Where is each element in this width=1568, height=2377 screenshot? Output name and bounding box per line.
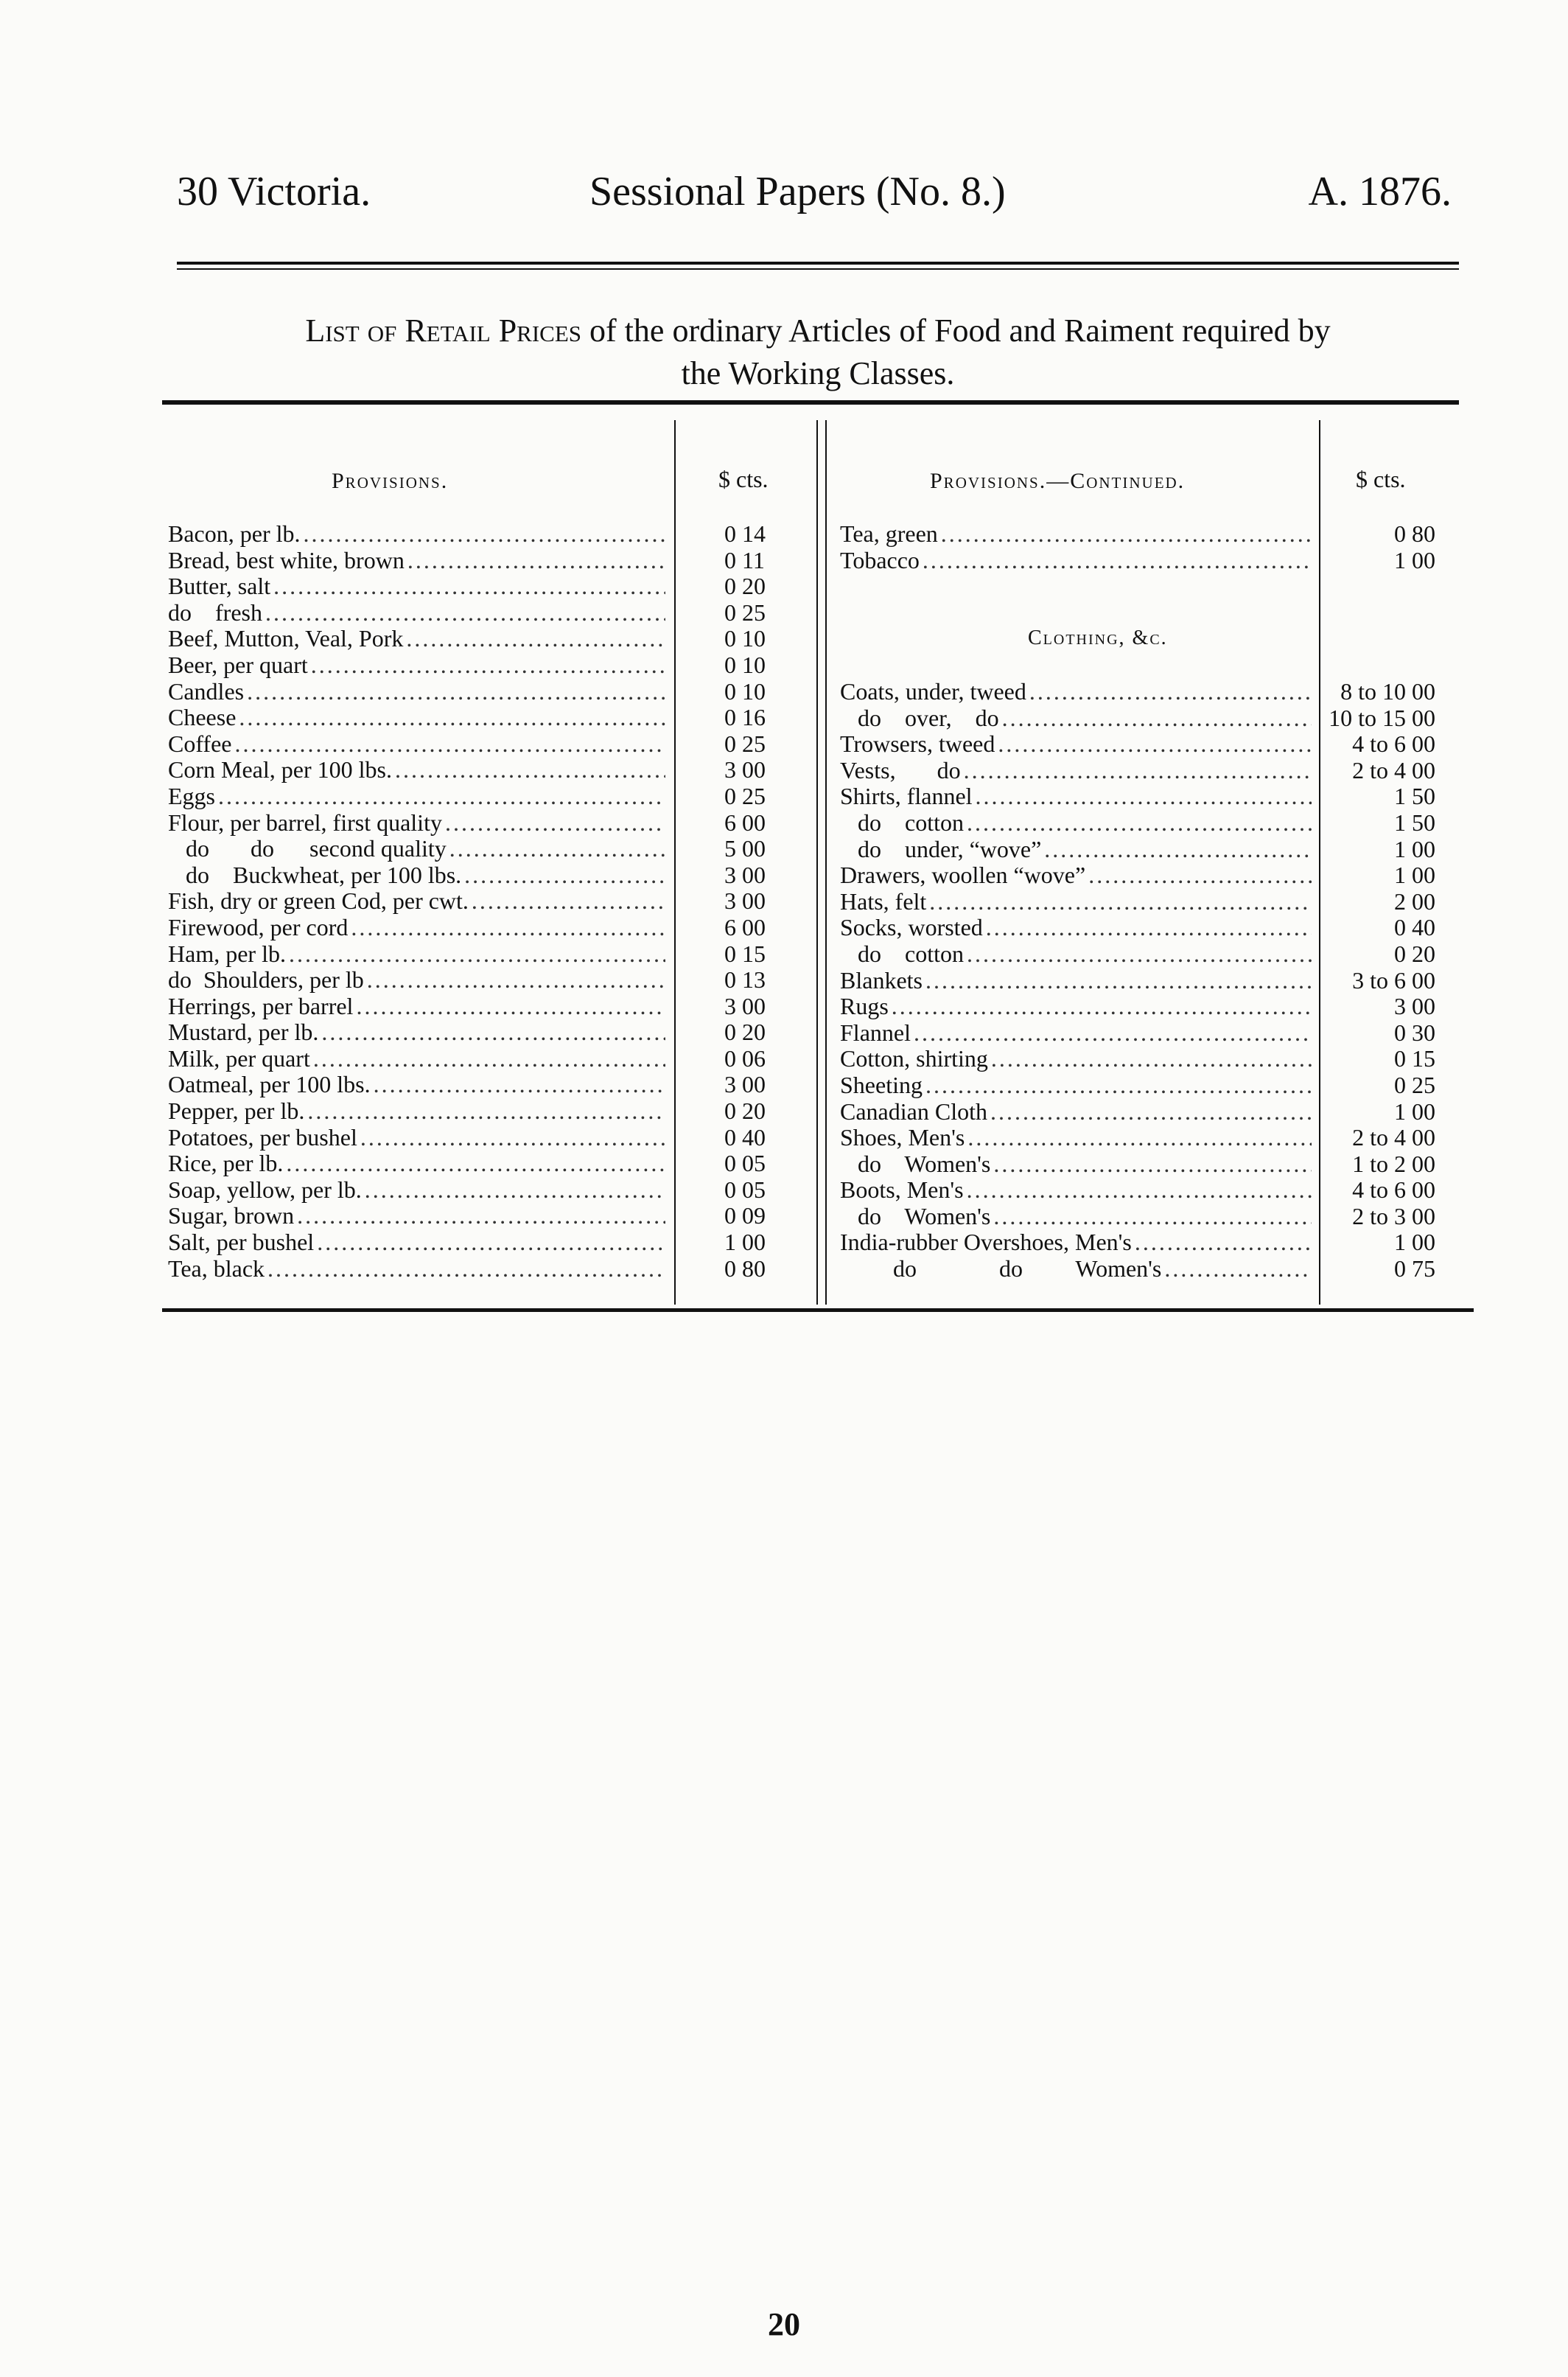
header-year: A. 1876. <box>1308 169 1452 214</box>
table-top-rule <box>162 400 1459 405</box>
list-item <box>168 731 816 758</box>
item-name: Candles <box>168 677 245 705</box>
header-rule-thin <box>177 268 1459 270</box>
item-price: 0 11 <box>724 546 765 573</box>
leader-dots <box>967 810 1312 837</box>
item-price: 0 25 <box>724 782 766 809</box>
leader-dots <box>313 1046 665 1072</box>
page-header <box>177 168 1459 227</box>
leader-dots <box>360 1125 665 1151</box>
item-name: Flannel <box>840 1019 911 1046</box>
leader-dots <box>1029 679 1312 705</box>
item-price: 0 40 <box>724 1123 766 1151</box>
left-price-heading: $ cts. <box>718 466 769 492</box>
item-price: 0 06 <box>724 1044 766 1072</box>
leader-dots <box>304 521 666 548</box>
item-name: Tea, black <box>168 1254 265 1282</box>
leader-dots <box>967 941 1312 968</box>
item-price: 4 to 6 00 <box>1352 730 1435 758</box>
item-name: Socks, worsted <box>840 914 983 941</box>
item-name: Trowsers, tweed <box>840 730 995 758</box>
item-name: Pepper, per lb. <box>168 1097 305 1125</box>
item-price: 0 40 <box>1394 914 1435 941</box>
list-item <box>168 1177 816 1204</box>
list-item <box>840 521 1488 548</box>
list-item <box>168 810 816 837</box>
item-name: do over, do <box>840 704 999 731</box>
list-item <box>840 548 1488 574</box>
list-item <box>168 915 816 941</box>
title-rest: of the ordinary Articles of Food and Raiment required by <box>581 313 1331 349</box>
item-name: Shoes, Men's <box>840 1124 965 1151</box>
item-name: Milk, per quart <box>168 1044 310 1072</box>
column-divider <box>816 420 818 1305</box>
leader-dots <box>317 1229 665 1256</box>
item-price: 0 25 <box>1394 1071 1435 1098</box>
item-name: Herrings, per barrel <box>168 992 354 1019</box>
leader-dots <box>374 1072 665 1098</box>
item-name: Tobacco <box>840 546 920 573</box>
item-name: do cotton <box>840 809 964 836</box>
item-price: 3 00 <box>724 1071 766 1098</box>
header-rule <box>177 262 1459 265</box>
leader-dots <box>307 1098 665 1125</box>
list-item <box>840 758 1488 784</box>
item-name: Soap, yellow, per lb. <box>168 1176 362 1203</box>
leader-dots <box>998 731 1312 758</box>
leader-dots <box>892 994 1312 1020</box>
item-name: Sugar, brown <box>168 1202 295 1229</box>
list-item <box>840 679 1488 705</box>
list-item <box>168 994 816 1020</box>
item-name: Coats, under, tweed <box>840 678 1026 705</box>
item-price: 2 to 4 00 <box>1352 756 1435 783</box>
leader-dots <box>239 705 665 731</box>
list-item <box>168 1256 816 1282</box>
item-price: 3 00 <box>724 756 766 783</box>
item-price: 5 00 <box>724 835 766 862</box>
leader-dots <box>929 889 1312 915</box>
leader-dots <box>445 810 665 837</box>
right-price-heading: $ cts. <box>1356 466 1406 492</box>
item-price: 1 50 <box>1394 809 1435 836</box>
leader-dots <box>914 1020 1312 1047</box>
item-name: Fish, dry or green Cod, per cwt. <box>168 887 469 915</box>
list-item <box>840 1151 1488 1178</box>
leader-dots <box>925 968 1312 994</box>
item-price: 0 09 <box>724 1202 766 1229</box>
item-price: 0 15 <box>724 940 766 967</box>
item-price: 0 10 <box>724 625 766 652</box>
item-price: 3 to 6 00 <box>1352 966 1435 994</box>
item-price: 0 75 <box>1394 1255 1435 1282</box>
leader-dots <box>289 941 665 968</box>
leader-dots <box>356 994 665 1020</box>
list-item <box>840 994 1488 1020</box>
leader-dots <box>351 915 665 941</box>
list-item <box>168 626 816 652</box>
column-divider <box>825 420 827 1305</box>
item-name: Boots, Men's <box>840 1176 964 1204</box>
list-item <box>840 1125 1488 1151</box>
leader-dots <box>1002 705 1312 732</box>
item-price: 0 80 <box>1394 520 1435 547</box>
item-price: 0 20 <box>724 573 766 600</box>
item-price: 0 13 <box>724 966 766 994</box>
list-item <box>168 679 816 705</box>
item-price: 0 05 <box>724 1176 766 1203</box>
list-item <box>168 1151 816 1177</box>
list-item <box>168 1072 816 1098</box>
list-item <box>840 1020 1488 1047</box>
leader-dots <box>991 1046 1312 1072</box>
item-name: Cotton, shirting <box>840 1045 988 1072</box>
leader-dots <box>1044 837 1312 863</box>
leader-dots <box>297 1203 665 1229</box>
list-item <box>168 573 816 600</box>
list-item <box>840 731 1488 758</box>
item-name: do do second quality <box>168 835 447 862</box>
list-item <box>840 783 1488 810</box>
item-name: Beer, per quart <box>168 651 308 678</box>
item-price: 1 00 <box>1394 862 1435 889</box>
item-price: 0 25 <box>724 598 766 626</box>
item-price: 0 20 <box>724 1019 766 1046</box>
item-name: Salt, per bushel <box>168 1229 315 1256</box>
list-item <box>168 1098 816 1125</box>
leader-dots <box>967 1177 1312 1204</box>
item-price: 0 30 <box>1394 1019 1435 1046</box>
item-name: do under, “wove” <box>840 835 1042 862</box>
list-item <box>168 1203 816 1229</box>
item-name: Rice, per lb. <box>168 1150 284 1177</box>
leader-dots <box>406 626 665 652</box>
item-price: 0 25 <box>724 730 766 757</box>
item-name: Tea, green <box>840 520 938 547</box>
list-item <box>168 941 816 968</box>
item-price: 0 10 <box>724 651 766 678</box>
list-item <box>840 1072 1488 1099</box>
list-item <box>840 705 1488 732</box>
item-price: 0 05 <box>724 1150 766 1177</box>
clothing-heading: Clothing, &c. <box>1028 626 1168 649</box>
list-item <box>840 968 1488 994</box>
list-item <box>168 600 816 626</box>
leader-dots <box>395 757 665 783</box>
item-price: 0 20 <box>1394 940 1435 967</box>
item-name: Vests, do <box>840 756 961 783</box>
leader-dots <box>407 548 665 574</box>
leader-dots <box>321 1019 665 1046</box>
item-price: 2 00 <box>1394 887 1435 915</box>
item-name: do Women's <box>840 1202 991 1229</box>
list-item <box>168 783 816 810</box>
item-name: Sheeting <box>840 1071 923 1098</box>
list-item <box>840 1256 1488 1282</box>
item-name: do do Women's <box>840 1255 1162 1282</box>
leader-dots <box>1088 862 1312 889</box>
item-name: Firewood, per cord <box>168 913 349 940</box>
list-item <box>840 1046 1488 1072</box>
list-item <box>840 1177 1488 1204</box>
leader-dots <box>986 915 1312 941</box>
list-item <box>168 836 816 862</box>
item-price: 0 20 <box>724 1097 766 1125</box>
list-item <box>840 1204 1488 1230</box>
list-item <box>840 889 1488 915</box>
item-name: Potatoes, per bushel <box>168 1123 357 1151</box>
leader-dots <box>976 783 1312 810</box>
item-price: 3 00 <box>1394 993 1435 1020</box>
leader-dots <box>923 548 1312 574</box>
list-item <box>168 1019 816 1046</box>
item-name: Corn Meal, per 100 lbs. <box>168 756 392 783</box>
item-price: 2 to 3 00 <box>1352 1202 1435 1229</box>
document-title <box>162 310 1474 395</box>
item-name: Mustard, per lb. <box>168 1019 319 1046</box>
list-item <box>168 652 816 679</box>
item-name: Cheese <box>168 704 237 731</box>
leader-dots <box>311 652 665 679</box>
item-price: 1 00 <box>1394 546 1435 573</box>
header-session: 30 Victoria. <box>177 169 371 214</box>
item-price: 1 to 2 00 <box>1352 1150 1435 1177</box>
right-column-heading: Provisions.—Continued. <box>930 469 1186 493</box>
leader-dots <box>273 573 665 600</box>
item-name: Hats, felt <box>840 887 927 915</box>
item-name: Drawers, woollen “wove” <box>840 862 1086 889</box>
page-number: 20 <box>768 2306 800 2342</box>
list-item <box>168 1125 816 1151</box>
leader-dots <box>218 783 665 810</box>
item-name: do fresh <box>168 598 262 626</box>
list-item <box>168 757 816 783</box>
left-price-list <box>168 521 816 1282</box>
list-item <box>168 862 816 889</box>
leader-dots <box>993 1204 1312 1230</box>
leader-dots <box>449 836 665 862</box>
leader-dots <box>286 1151 665 1177</box>
leader-dots <box>964 758 1312 784</box>
leader-dots <box>472 888 665 915</box>
list-item <box>840 1099 1488 1125</box>
item-name: Bread, best white, brown <box>168 546 405 573</box>
item-price: 1 00 <box>1394 1097 1435 1125</box>
leader-dots <box>234 731 665 758</box>
item-price: 8 to 10 00 <box>1340 678 1435 705</box>
list-item <box>168 705 816 731</box>
list-item <box>168 521 816 548</box>
leader-dots <box>247 679 665 705</box>
leader-dots <box>967 1125 1312 1151</box>
item-name: Beef, Mutton, Veal, Pork <box>168 625 404 652</box>
list-item <box>168 967 816 994</box>
item-name: Coffee <box>168 730 232 757</box>
list-item <box>840 915 1488 941</box>
item-price: 4 to 6 00 <box>1352 1176 1435 1204</box>
item-price: 1 50 <box>1394 783 1435 810</box>
item-price: 0 16 <box>724 704 766 731</box>
list-item <box>840 837 1488 863</box>
title-lead: List of Retail Prices <box>305 313 582 349</box>
list-item <box>840 941 1488 968</box>
right-provisions-list <box>840 521 1488 573</box>
item-price: 6 00 <box>724 913 766 940</box>
leader-dots <box>265 600 665 626</box>
leader-dots <box>941 521 1312 548</box>
item-price: 10 to 15 00 <box>1329 704 1435 731</box>
item-price: 6 00 <box>724 809 766 836</box>
item-price: 0 80 <box>724 1254 766 1282</box>
item-price: 1 00 <box>724 1229 766 1256</box>
list-item <box>168 1046 816 1072</box>
clothing-list <box>840 679 1488 1282</box>
header-sessional-papers: Sessional Papers (No. 8.) <box>589 169 1006 214</box>
item-name: do cotton <box>840 940 964 967</box>
item-name: Bacon, per lb. <box>168 520 301 547</box>
item-name: Ham, per lb. <box>168 940 286 967</box>
leader-dots <box>993 1151 1312 1178</box>
item-name: do Buckwheat, per 100 lbs. <box>168 861 462 888</box>
leader-dots <box>464 862 665 889</box>
item-price: 0 15 <box>1394 1045 1435 1072</box>
item-price: 1 00 <box>1394 1229 1435 1256</box>
leader-dots <box>990 1099 1312 1125</box>
item-name: Rugs <box>840 993 889 1020</box>
item-name: Butter, salt <box>168 573 271 600</box>
item-name: India-rubber Overshoes, Men's <box>840 1229 1132 1256</box>
list-item <box>840 810 1488 837</box>
item-name: Blankets <box>840 966 923 994</box>
list-item <box>840 862 1488 889</box>
table-bottom-rule <box>162 1308 1474 1312</box>
item-name: do Women's <box>840 1150 991 1177</box>
item-name: Shirts, flannel <box>840 783 973 810</box>
leader-dots <box>267 1256 665 1282</box>
item-price: 0 10 <box>724 677 766 705</box>
leader-dots <box>367 967 665 994</box>
item-name: Flour, per barrel, first quality <box>168 809 442 836</box>
leader-dots <box>1164 1256 1312 1282</box>
item-price: 3 00 <box>724 992 766 1019</box>
list-item <box>168 1229 816 1256</box>
item-name: Oatmeal, per 100 lbs. <box>168 1071 371 1098</box>
title-line2: the Working Classes. <box>681 355 955 391</box>
item-name: Canadian Cloth <box>840 1097 987 1125</box>
item-price: 0 14 <box>724 520 766 547</box>
item-name: Eggs <box>168 782 215 809</box>
item-price: 3 00 <box>724 861 766 888</box>
list-item <box>168 548 816 574</box>
item-name: do Shoulders, per lb <box>168 966 364 994</box>
leader-dots <box>925 1072 1312 1099</box>
item-price: 1 00 <box>1394 835 1435 862</box>
item-price: 2 to 4 00 <box>1352 1124 1435 1151</box>
leader-dots <box>1135 1229 1312 1256</box>
left-column-heading: Provisions. <box>332 469 449 493</box>
item-price: 3 00 <box>724 887 766 915</box>
leader-dots <box>365 1177 665 1204</box>
list-item <box>840 1229 1488 1256</box>
list-item <box>168 888 816 915</box>
